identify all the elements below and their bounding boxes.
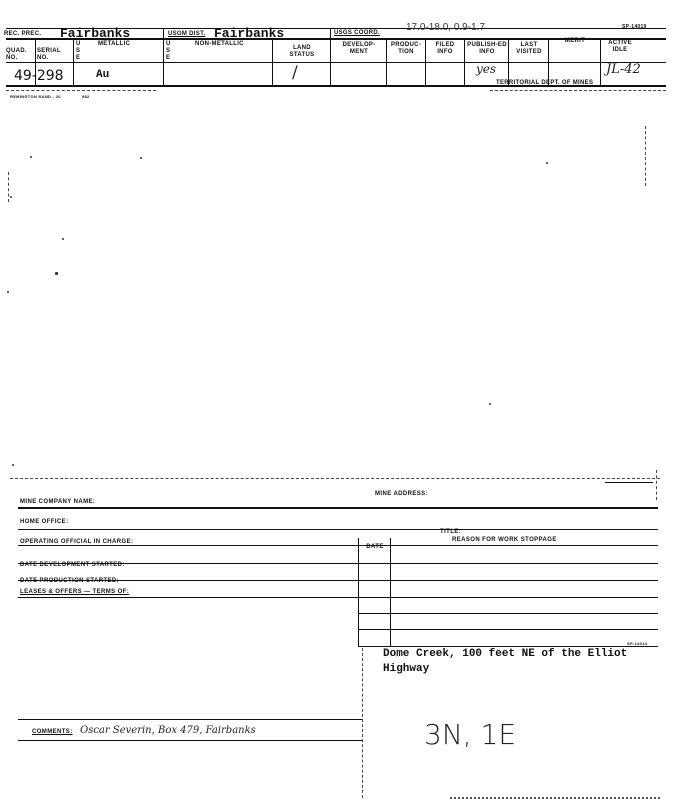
col-active-idle: ACTIVE IDLE <box>608 40 632 53</box>
usgm-dist-label: USGM DIST. <box>168 31 206 37</box>
rec-prec-value: Fairbanks <box>60 26 131 41</box>
date-col-label: DATE <box>366 544 384 550</box>
col-use-nonmetallic: U S E <box>166 41 171 61</box>
metallic-value: Au <box>96 69 110 81</box>
form-number-top: SP-14019 <box>622 24 647 30</box>
mine-address-label: MINE ADDRESS: <box>375 491 428 497</box>
date-development-label: DATE DEVELOPMENT STARTED: <box>20 562 125 568</box>
comments-label: COMMENTS: <box>32 729 73 735</box>
col-filed-info: FILED INFO <box>435 42 455 55</box>
leases-label: LEASES & OFFERS — TERMS OF: <box>20 589 130 595</box>
col-published-info: PUBLISH-ED INFO <box>467 42 507 55</box>
col-production: PRODUC-TION <box>390 42 422 55</box>
active-idle-value: JL-42 <box>606 62 641 77</box>
mine-company-name-label: MINE COMPANY NAME: <box>20 499 96 505</box>
land-status-value: / <box>292 63 298 83</box>
col-metallic: METALLIC <box>98 41 131 47</box>
department-label: TERRITORIAL DEPT. OF MINES <box>496 80 594 86</box>
operating-official-label: OPERATING OFFICIAL IN CHARGE: <box>20 539 134 545</box>
col-development: DEVELOP-MENT <box>342 42 376 55</box>
usgs-coord-label: USGS COORD. <box>334 30 380 36</box>
usgs-coord-value: 17.0-18.0, 0.9-1.7 <box>406 22 485 33</box>
reason-col-label: REASON FOR WORK STOPPAGE <box>452 537 557 543</box>
col-quad-no: QUAD. NO. <box>6 48 27 61</box>
printer-code: 982 <box>82 94 90 99</box>
printer-label: REMINGTON RAND - 20 <box>10 94 61 99</box>
date-production-label: DATE PRODUCTION STARTED: <box>20 578 120 584</box>
location-note: Dome Creek, 100 feet NE of the Elliot Highway <box>383 648 628 675</box>
usgm-dist-value: Fairbanks <box>214 26 285 41</box>
published-info-value: yes <box>476 62 497 76</box>
rec-prec-label: REC. PREC. <box>4 31 42 37</box>
title-label: TITLE: <box>440 529 462 535</box>
home-office-label: HOME OFFICE: <box>20 519 69 525</box>
form-number-bottom: SP-14014 <box>627 641 648 646</box>
col-non-metallic: NON-METALLIC <box>195 41 244 47</box>
quad-serial-value: 49-298 <box>14 68 64 84</box>
col-land-status: LAND STATUS <box>289 45 315 58</box>
col-merit: MERIT <box>564 38 586 44</box>
col-last-visited: LAST VISITED <box>516 42 542 55</box>
township-value: 3N, 1E <box>424 718 517 751</box>
col-use-metallic: U S E <box>76 41 81 61</box>
col-serial-no: SERIAL NO. <box>37 48 61 61</box>
comments-value: Oscar Severin, Box 479, Fairbanks <box>80 725 256 736</box>
